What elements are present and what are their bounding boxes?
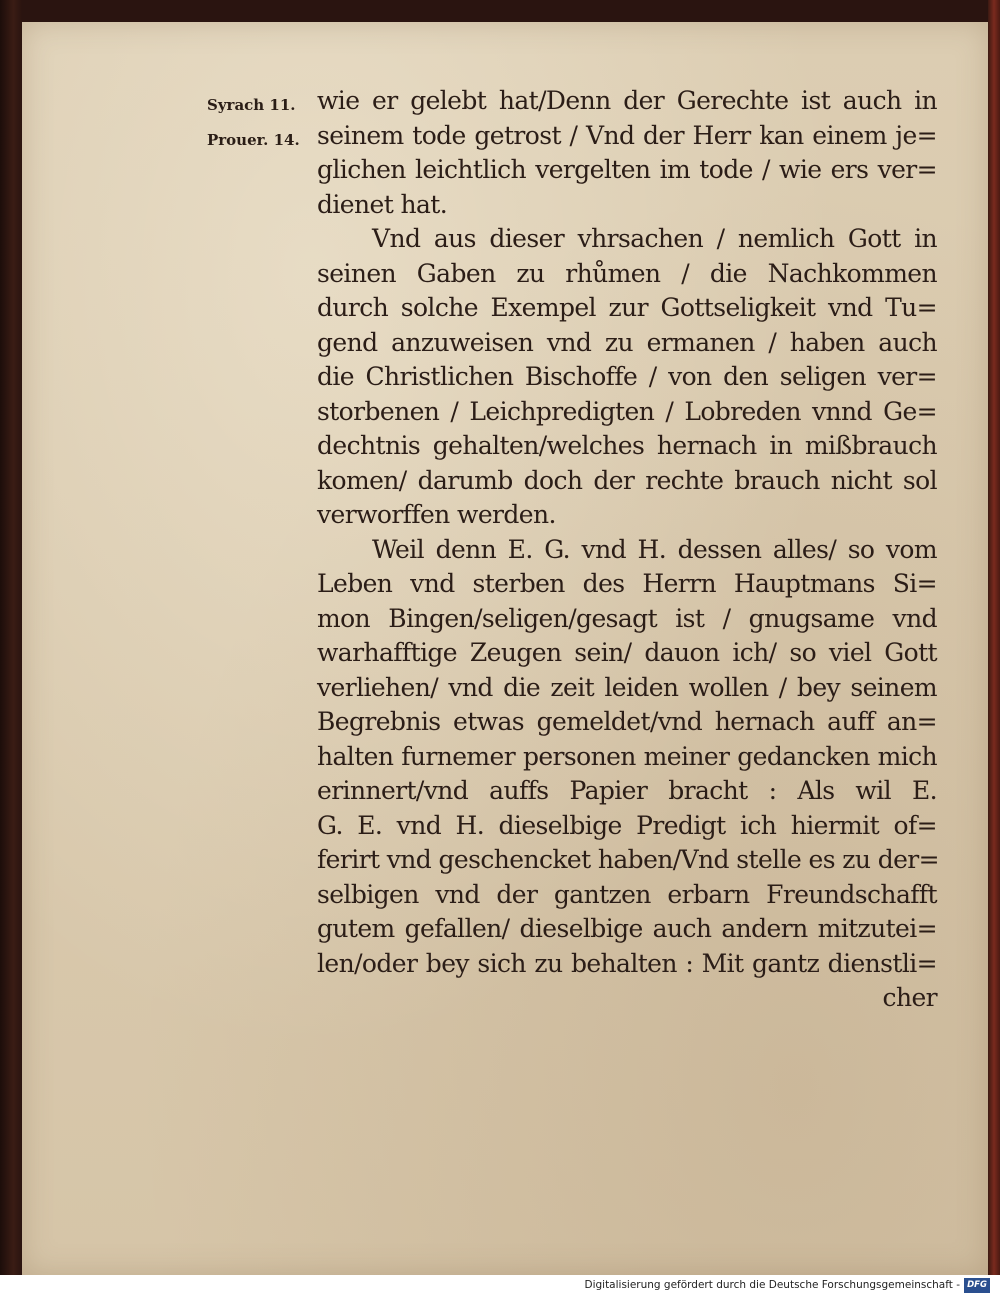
text-line: Begrebnis etwas gemeldet/vnd hernach auff an=: [317, 707, 937, 736]
text-line: verliehen/ vnd die zeit leiden wollen / bey seinem: [317, 672, 937, 702]
text-line: glichen leichtlich vergelten im tode / wie ers ver=: [317, 155, 937, 184]
text-line: seinem tode getrost / Vnd der Herr kan einem je=: [317, 120, 937, 150]
margin-note-prouer: Prouer. 14.: [207, 131, 300, 149]
book-page: [22, 22, 988, 1275]
catchword: cher: [882, 983, 937, 1012]
text-line: dechtnis gehalten/welches hernach in mißbrauch: [317, 431, 937, 460]
text-line: selbigen vnd der gantzen erbarn Freundschafft: [317, 879, 937, 909]
text-line: storbenen / Leichpredigten / Lobreden vnnd Ge=: [317, 396, 937, 426]
text-line: die Christlichen Bischoffe / von den seligen ver=: [317, 362, 937, 391]
text-line: seinen Gaben zu rhůmen / die Nachkommen: [317, 258, 937, 288]
text-line: warhafftige Zeugen sein/ dauon ich/ so viel Gott: [317, 638, 937, 667]
text-line: komen/ darumb doch der rechte brauch nicht sol: [317, 465, 937, 495]
text-line: Leben vnd sterben des Herrn Hauptmans Si=: [317, 569, 937, 598]
text-line: durch solche Exempel zur Gottseligkeit vnd Tu=: [317, 293, 937, 322]
text-line: Vnd aus dieser vhrsachen / nemlich Gott in: [372, 224, 937, 253]
page-edge-right: [988, 0, 1000, 1275]
margin-notes: [207, 88, 317, 158]
text-line: ferirt vnd geschencket haben/Vnd stelle es zu der=: [317, 845, 940, 874]
text-line: Weil denn E. G. vnd H. dessen alles/ so vom: [372, 534, 937, 564]
text-line: gutem gefallen/ dieselbige auch andern mitzutei=: [317, 914, 937, 943]
text-line: halten furnemer personen meiner gedancken mich: [317, 741, 937, 771]
funding-credit: Digitalisierung gefördert durch die Deutsche Forschungsgemeinschaft -: [584, 1279, 960, 1291]
text-line: erinnert/vnd auffs Papier bracht : Als wil E.: [317, 776, 937, 805]
text-line: dienet hat.: [317, 189, 448, 219]
text-line: len/oder bey sich zu behalten : Mit gantz dienstli=: [317, 948, 937, 978]
footer-bar: [0, 1275, 1000, 1298]
margin-note-syrach: Syrach 11.: [207, 96, 296, 114]
page-body-text: [317, 84, 940, 1016]
text-line: gend anzuweisen vnd zu ermanen / haben auch: [317, 327, 937, 357]
dfg-logo: DFG: [964, 1278, 990, 1293]
text-line: wie er gelebt hat/Denn der Gerechte ist auch in: [317, 86, 937, 115]
text-line: G. E. vnd H. dieselbige Predigt ich hiermit of=: [317, 810, 937, 840]
text-line: verworffen werden.: [317, 500, 556, 529]
binding-edge: [0, 0, 22, 1275]
text-line: mon Bingen/seligen/gesagt ist / gnugsame vnd: [317, 603, 937, 633]
